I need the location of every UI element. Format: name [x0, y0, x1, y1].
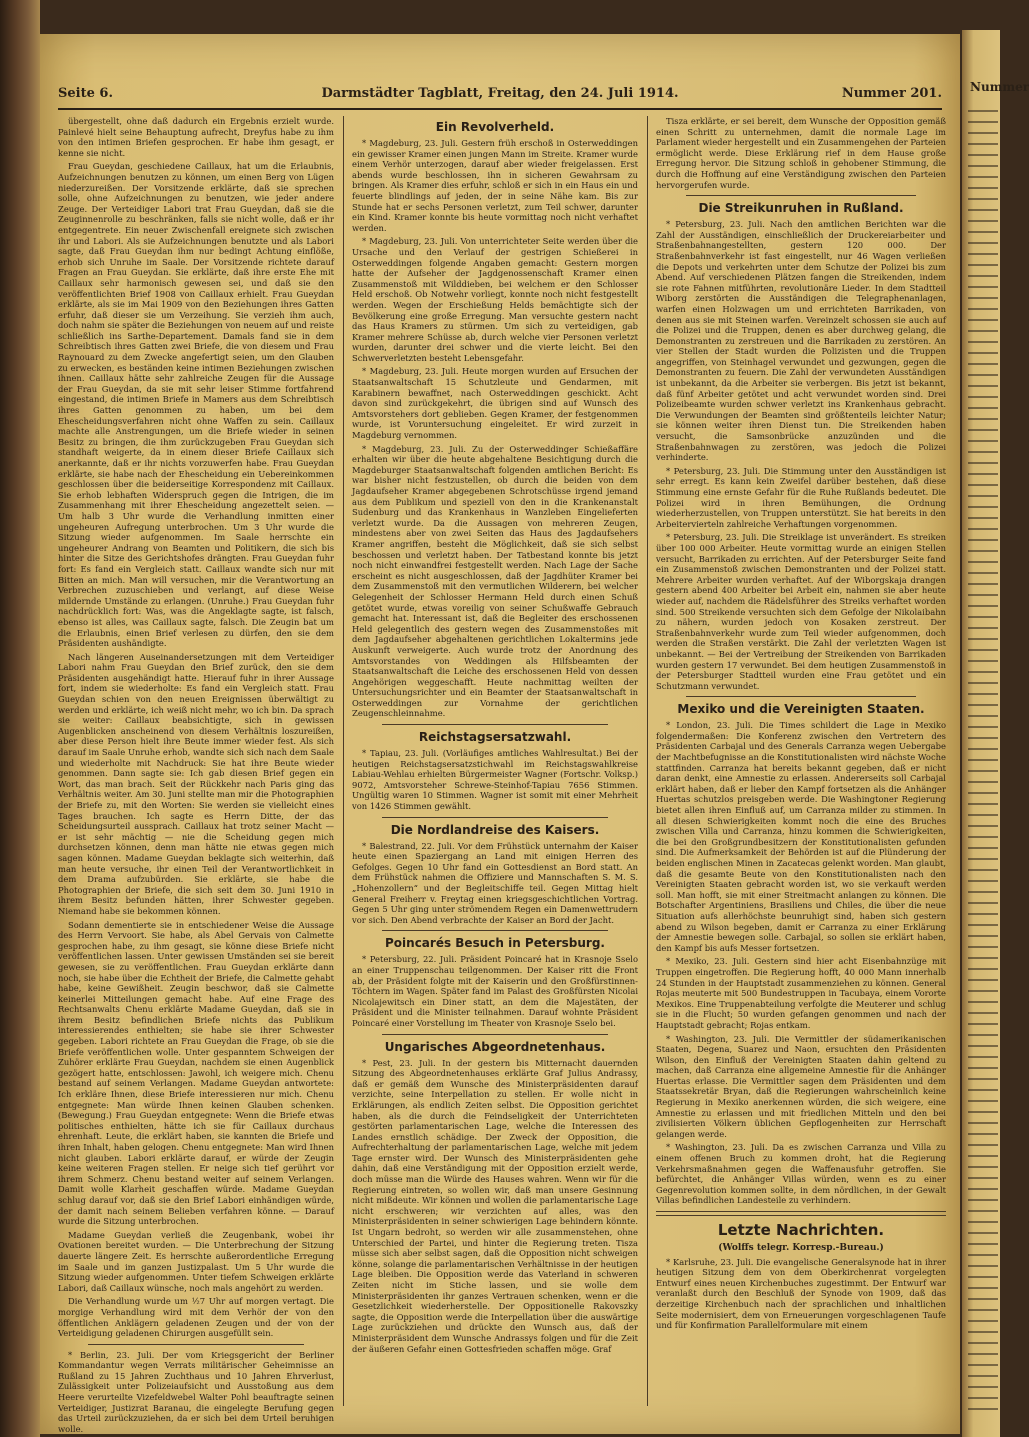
page-header	[58, 86, 942, 110]
paragraph: * Washington, 23. Juli. Da es zwischen Carranza und Villa zu einem offenen Bruch zu kommen droht, hat die Regierung Verkehrsmaßnahmen gegen die Waffenausfuhr getroffen. Sie befürchtet, die Anhänger Villas würden, wenn es zu einer Gegenrevolution kommen sollte, in dem nördlichen, in der Gewalt Villas befindlichen Landesteile zu verhindern.	[656, 1142, 946, 1206]
article-separator	[686, 195, 916, 196]
column-3	[656, 116, 946, 1406]
paragraph: übergestellt, ohne daß dadurch ein Ergebnis erzielt wurde. Painlevé hielt seine Behauptung aufrecht, Dreyfus habe zu ihm von den intimen Briefen gesprochen. Er habe ihm gesagt, er kenne sie nicht.	[58, 116, 334, 158]
column-rule	[647, 116, 648, 1406]
section-separator	[656, 1211, 946, 1216]
page-number-label: Seite 6.	[58, 86, 113, 101]
article-separator	[88, 1344, 304, 1345]
article-separator	[686, 696, 916, 697]
paragraph: * London, 23. Juli. Die Times schildert die Lage in Mexiko folgendermaßen: Die Konferenz zwischen den Vertretern des Präsidenten Carbajal und des Generals Carranza wegen Uebergabe der Machtbefugnisse an die Konstitutionalisten wird nächste Woche stattfinden. Carranza hat bereits bekannt gegeben, daß er nicht daran denkt, eine Amnestie zu erlassen. Andererseits soll Carbajal erklärt haben, daß er lieber den Kampf fortsetzen als die Anhänger Huertas schutzlos preisgeben werde. Die Washingtoner Regierung bietet allen ihren Einfluß auf, um Carranza milder zu stimmen. In all diesen Schwierigkeiten kommt noch die eine des Bruches zwischen Villa und Carranza, hinzu kommen die Schwierigkeiten, die bei den Großgrundbesitzern der Konstitutionalisten gefunden sind. Die Aufmerksamkeit der Behörden ist auf die Plünderung der beiden englischen Minen in Zacatecas gelenkt worden. Man glaubt, daß die gesamte Beute von den Konstitutionalisten nach den Vereinigten Staaten gebracht worden ist, wo sie verkauft werden soll. Man hofft, sie mit einer Streitmacht anlangen zu können. Die Botschafter Argentiniens, Brasiliens und Chiles, die über die neue Situation aufs allerhöchste beunruhigt sind, haben sich gestern abend zu Wilson begeben, damit er Carranza zu einer Erklärung der Amnestie bewegen solle. Carbajal, so sollen sie erklärt haben, den Kampf bis aufs Messer fortsetzen.	[656, 720, 946, 953]
column-2	[352, 116, 638, 1406]
adjacent-page-text-lines	[968, 110, 998, 1410]
paragraph: Sodann dementierte sie in entschiedener Weise die Aussage des Herrn Vervoort. Sie habe, als Abel Gervais von Calmette gesprochen habe, zu ihm gesagt, sie könne diese Briefe nicht veröffentlichen lassen. Unter gewissen Umständen sei sie bereit gewesen, sie zu veröffentlichen. Frau Gueydan erklärte dann noch, sie habe über die Echtheit der Briefe, die Calmette gehabt habe, keine Gewißheit. Zeugin beschwor, daß sie Calmette keinerlei Mitteilungen gemacht habe. Auf eine Frage des Rechtsanwalts Chenu erklärte Madame Gueydan, daß sie in ihrem Besitz befindlichen Briefe nichts das Publikum interessierendes enthielten; sie habe sie ihrer Schwester gegeben. Labori richtete an Frau Gueydan die Frage, ob sie die Briefe veröffentlichen wolle. Unter gespanntem Schweigen der Zuhörer erklärte Frau Gueydan, nachdem sie einen Augenblick gezögert hatte, entschlossen: Jawohl, ich weigere mich. Chenu bestand auf seinem Verlangen. Madame Gueydan antwortete: Ich erkläre Ihnen, diese Briefe interessieren nur mich. Chenu entgegnete: Man würde Ihnen keinen Glauben schenken. (Bewegung.) Frau Gueydan entgegnete: Wenn die Briefe etwas politisches enthielten, hätte ich sie für Caillaux durchaus ehrenhaft. Leute, die erklärt haben, sie kannten die Briefe und ihren Inhalt, haben gelogen. Chenu entgegnete: Man wird Ihnen nicht glauben. Labori erklärte darauf, er würde der Zeugin keine weiteren Fragen stellen. Er neige sich tief gerührt vor ihrem Schmerz. Chenu bestand weiter auf seinem Verlangen. Damit wolle Klarheit geschaffen würde. Madame Gueydan schlug darauf vor, daß sie den Brief Labori einhändigen würde, der damit nach seinem Belieben verfahren könne. — Darauf wurde die Sitzung unterbrochen.	[58, 919, 334, 1227]
paragraph: * Petersburg, 22. Juli. Präsident Poincaré hat in Krasnoje Sselo an einer Truppenschau teilgenommen. Der Kaiser ritt die Front ab, der Präsident folgte mit der Kaiserin und den Großfürstinnen-Töchtern im Wagen. Später fand im Palast des Großfürsten Nicolai Nicolajewitsch ein Diner statt, an dem die Majestäten, der Präsident und die Minister teilnahmen. Darauf wohnte Präsident Poincaré einer Vorstellung im Theater von Krasnoje Sselo bei.	[352, 954, 638, 1028]
paragraph: Die Verhandlung wurde um ½7 Uhr auf morgen vertagt. Die morgige Verhandlung wird mit dem Verhör der von den öffentlichen Anklägern geladenen Zeugen und der von der Verteidigung geladenen Chirurgen ausgefüllt sein.	[58, 1296, 334, 1339]
adjacent-page-edge	[962, 30, 1029, 1437]
article-separator	[382, 1034, 608, 1035]
article-separator	[382, 817, 608, 818]
article-headline: Ungarisches Abgeordnetenhaus.	[384, 1039, 606, 1054]
article-headline: Reichstagsersatzwahl.	[418, 730, 572, 745]
masthead: Darmstädter Tagblatt, Freitag, den 24. Juli 1914.	[321, 86, 679, 101]
section-headline: Letzte Nachrichten.	[717, 1221, 885, 1239]
paragraph: * Magdeburg, 23. Juli. Gestern früh erschoß in Osterweddingen ein gewisser Kramer einen jungen Mann im Streite. Kramer wurde einem Verhör unterzogen, darauf aber wieder freigelassen. Erst abends wurde beschlossen, ihn in sicheren Gewahrsam zu bringen. Als Kramer dies erfuhr, schloß er sich in ein Haus ein und feuerte blindlings auf jeden, der in seine Nähe kam. Bis zur Stunde hat er sechs Personen verletzt, zum Teil schwer, darunter ein Kind. Kramer konnte bis heute vormittag noch nicht verhaftet werden.	[352, 138, 638, 233]
adjacent-page-header: Nummer	[970, 80, 1029, 94]
newspaper-page	[40, 34, 960, 1434]
paragraph: * Petersburg, 23. Juli. Die Streiklage ist unverändert. Es streiken über 100 000 Arbeiter. Heute vormittag wurde an einigen Stellen versucht, Barrikaden zu errichten. Auf der Petersburger Seite fand ein Zusammenstoß zwischen Demonstranten und der Polizei statt. Mehrere Arbeiter wurden verhaftet. Auf der Wiborgskaja drangen gestern abend 400 Arbeiter bei Arbeit ein, nahmen sie aber heute wieder auf, nachdem die Rädelsführer des Streiks verhaftet worden sind. 500 Streikende versuchten sich dem Gefolge der Nikolaibahn zu nähern, wurden jedoch von Kosaken zerstreut. Der Straßenbahnverkehr wurde zum Teil wieder aufgenommen, doch werden die Straßen verstärkt. Die Zahl der verletzten Wagen ist unbekannt. — Bei der Vertreibung der Streikenden von Barrikaden wurden gestern 17 verwundet. Bei dem heutigen Zusammenstoß in der Petersburger Stadtteil wurden eine Frau getötet und ein Schutzmann verwundet.	[656, 532, 946, 691]
paragraph: * Petersburg, 23. Juli. Die Stimmung unter den Ausständigen ist sehr erregt. Es kann kein Zweifel darüber bestehen, daß diese Stimmung eine ernste Gefahr für die Ruhe Rußlands bedeutet. Die Polizei wird in ihren Bemühungen, die Ordnung wiederherzustellen, von Truppen unterstützt. Sie hat bereits in den Arbeitervierteln zahlreiche Verhaftungen vorgenommen.	[656, 465, 946, 529]
article-headline: Ein Revolverheld.	[435, 120, 555, 134]
paragraph: Tisza erklärte, er sei bereit, dem Wunsche der Opposition gemäß einen Schritt zu unternehmen, damit die normale Lage im Parlament wieder hergestellt und ein Zusammengehen der Parteien ermöglicht werde. Diese Erklärung rief in dem Hause große Erregung hervor. Die Sitzung schloß in gehobener Stimmung, die durch die Hoffnung auf eine Verständigung zwischen den Parteien hervorgerufen wurde.	[656, 116, 946, 190]
column-1	[58, 116, 334, 1434]
column-rule	[343, 116, 344, 1406]
paragraph: * Berlin, 23. Juli. Der vom Kriegsgericht der Berliner Kommandantur wegen Verrats militärischer Geheimnisse an Rußland zu 15 Jahren Zuchthaus und 10 Jahren Ehrverlust, Zulässigkeit unter Polizeiaufsicht und Ausstoßung aus dem Heere verurteilte Vizefeldwebel Walter Pohl beauftragte seinen Verteidiger, Justizrat Baranau, die eingelegte Berufung gegen das Urteil zurückzuziehen, da er sich bei dem Urteil beruhigen wolle.	[58, 1349, 334, 1434]
article-headline: Poincarés Besuch in Petersburg.	[385, 936, 605, 951]
paragraph: * Washington, 23. Juli. Die Vermittler der südamerikanischen Staaten, Degena, Suarez und Naon, ersuchten den Präsidenten Wilson, den Einfluß der Vereinigten Staaten dahin geltend zu machen, daß Carranza eine allgemeine Amnestie für die Anhänger Huertas erlasse. Die Vermittler sagen dem Präsidenten und dem Staatssekretär Bryan, daß die Regierungen wahrscheinlich keine Regierung in Mexiko anerkennen würden, die sich weigere, eine Amnestie zu erlassen und mit friedlichen Mitteln und den bei zivilisierten Völkern üblichen Gepflogenheiten zur Herrschaft gelangen werde.	[656, 1033, 946, 1139]
article-headline: Die Streikunruhen in Rußland.	[698, 201, 904, 216]
paragraph: * Karlsruhe, 23. Juli. Die evangelische Generalsynode hat in ihrer heutigen Sitzung dem von dem Oberkirchenrat vorgelegten Entwurf eines neuen Kirchenbuches zugestimmt. Der Entwurf war veranlaßt durch den Beschluß der Synode von 1909, daß das derzeitige Kirchenbuch nach der sprachlichen und inhaltlichen Seite modernisiert, dem von Erneuerungen vorgeschlagenen Taufe und für Konfirmation Parallelformulare mit einem	[656, 1256, 946, 1331]
issue-number-label: Nummer 201.	[841, 86, 942, 101]
paragraph: * Magdeburg, 23. Juli. Heute morgen wurden auf Ersuchen der Staatsanwaltschaft 15 Schutzleute und Gendarmen, mit Karabinern bewaffnet, nach Osterweddingen geschickt. Acht davon sind zurückgekehrt, die übrigen sind auf Wunsch des Amtsvorstehers dort geblieben. Gegen Kramer, der festgenommen wurde, ist Voruntersuchung eingeleitet. Er wird zurzeit in Magdeburg vernommen.	[352, 366, 638, 441]
paragraph: * Petersburg, 23. Juli. Nach den amtlichen Berichten war die Zahl der Ausständigen, einschließlich der Druckereiarbeiter und Straßenbahnangestellten, gestern 120 000. Der Straßenbahnverkehr ist fast eingestellt, nur 46 Wagen verließen die Depots und verkehrten unter dem Schutze der Polizei bis zum Abend. Auf verschiedenen Plätzen fangen die Streikenden, indem sie rote Fahnen mitführten, revolutionäre Lieder. In dem Stadtteil Wiborg zerstörten die Ausständigen die Telegraphenanlagen, warfen einen Holzwagen um und errichteten Barrikaden, von denen aus sie mit Steinen warfen. Vereinzelt schossen sie auch auf die Polizei und die Truppen, denen es aber durchweg gelang, die Demonstranten zu zerstreuen und die Barrikaden zu zerstören. An vier Stellen der Stadt wurden die Polizisten und die Truppen angegriffen, von Steinhagel verwundet und gezwungen, gegen die Demonstranten zu feuern. Die Zahl der verwundeten Ausständigen ist unbekannt, da die Arbeiter sie verbergen. Bis jetzt ist bekannt, daß fünf Arbeiter getötet und acht verwundet worden sind. Drei Polizeibeamte wurden schwer verletzt ins Krankenhaus gebracht. Die Verwundungen der Beamten sind größtenteils leichter Natur; sie können weiter ihren Dienst tun. Die Streikenden haben versucht, die Samsonbrücke anzuzünden und die Straßenbahnwagen zu zerstören, was jedoch die Polizei verhinderte.	[656, 219, 946, 463]
paragraph: * Balestrand, 22. Juli. Vor dem Frühstück unternahm der Kaiser heute einen Spaziergang an Land mit einigen Herren des Gefolges. Gegen 10 Uhr fand ein Gottesdienst an Bord statt. An dem Frühstück nahmen die Offiziere und Mannschaften S. M. S. „Hohenzollern“ und der Begleitschiffe teil. Gegen Mittag hielt General Freiherr v. Freytag einen kriegsgeschichtlichen Vortrag. Gegen 5 Uhr ging unter strömendem Regen ein Damenwettrudern vor sich. Den Abend verbrachte der Kaiser an Bord der Jacht.	[352, 840, 638, 925]
paragraph: * Mexiko, 23. Juli. Gestern sind hier acht Eisenbahnzüge mit Truppen eingetroffen. Die Regierung hofft, 40 000 Mann innerhalb 24 Stunden in der Hauptstadt zusammenziehen zu können. General Rojas meuterte mit 500 Bundestruppen in Tacubaya, einem Vororte Mexikos. Eine Truppenabteilung verfolgte die Meuterer und schlug sie in die Flucht; 50 wurden gefangen genommen und nach der Hauptstadt gebracht; Rojas entkam.	[656, 956, 946, 1030]
article-separator	[382, 930, 608, 931]
article-headline: Die Nordlandreise des Kaisers.	[390, 822, 600, 837]
paragraph: Madame Gueydan verließ die Zeugenbank, wobei ihr Ovationen bereitet wurden. — Die Unterbrechung der Sitzung dauerte längere Zeit. Es herrschte außerordentliche Erregung im Saale und im ganzen Justizpalast. Um 5 Uhr wurde die Sitzung wieder aufgenommen. Unter tiefem Schweigen erklärte Labori, daß Caillaux wünsche, noch mals angehört zu werden.	[58, 1229, 334, 1293]
paragraph: * Magdeburg, 23. Juli. Von unterrichteter Seite werden über die Ursache und den Verlauf der gestrigen Schießerei in Osterweddingen folgende Angaben gemacht: Gestern morgen hatte der Aufseher der Jagdgenossenschaft Kramer einen Zusammenstoß mit Wilddieben, bei welchem er den Schlosser Held erschoß. Ob Notwehr vorliegt, konnte noch nicht festgestellt werden. Wegen der Erschießung Helds bemächtigte sich der Bevölkerung eine große Erregung. Man versuchte gestern nacht das Haus Kramers zu stürmen. Um sich zu verteidigen, gab Kramer mehrere Schüsse ab, durch welche vier Personen verletzt wurden, darunter drei schwer und die vierte leicht. Bei den Schwerverletzten besteht Lebensgefahr.	[352, 236, 638, 363]
paragraph: * Tapiau, 23. Juli. (Vorläufiges amtliches Wahlresultat.) Bei der heutigen Reichstagsersatzstichwahl im Reichstagswahlkreise Labiau-Wehlau erhielten Bürgermeister Wagner (Fortschr. Volksp.) 9072, Amtsvorsteher Schrewe-Steinhof-Tapiau 7656 Stimmen. Ungültig waren 10 Stimmen. Wagner ist somit mit einer Mehrheit von 1426 Stimmen gewählt.	[352, 748, 638, 812]
section-subtitle: (Wolffs telegr. Korresp.-Bureau.)	[718, 1243, 884, 1253]
paragraph: * Magdeburg, 23. Juli. Zu der Osterweddinger Schießaffäre erhalten wir über die heute abgehaltene Besichtigung durch die Magdeburger Staatsanwaltschaft folgenden amtlichen Bericht: Es war bisher nicht festzustellen, ob durch die beiden von dem Jagdaufseher Kramer abgegebenen Schrotschüsse irgend jemand aus dem Publikum und speziell von den in die Krankenanstalt Sudenburg und das Krankenhaus in Wanzleben Eingelieferten verletzt wurde. Da die Aussagen von mehreren Zeugen, mindestens aber von zwei Seiten das Haus des Jagdaufsehers Kramer angriffen, besteht die Möglichkeit, daß sie sich selbst beschossen und verletzt haben. Der Tatbestand konnte bis jetzt noch nicht einwandfrei festgestellt werden. Nach Lage der Sache erscheint es nicht ausgeschlossen, daß der Jagdhüter Kramer bei dem Zusammenstoß mit den vermutlichen Wilderern, bei welcher Gelegenheit der Schlosser Hermann Held durch einen Schuß getötet wurde, etwas voreilig von seiner Schußwaffe Gebrauch gemacht hat. Interessant ist, daß die Begleiter des erschossenen Held gelegentlich des gestern wegen des Zusammenstoßes mit dem Jagdaufseher abgehaltenen gerichtlichen Lokaltermins jede Auskunft verweigerte. Auch wurde trotz der Anordnung des Amtsvorstandes von Weddingen als Hilfsbeamten der Staatsanwaltschaft die Leiche des erschossenen Held von dessen Angehörigen weggeschafft. Heute nachmittag weilten der Untersuchungsrichter und ein Beamter der Staatsanwaltschaft in Osterweddingen zur Vornahme der gerichtlichen Zeugenschleinnahme.	[352, 443, 638, 719]
article-headline: Mexiko und die Vereinigten Staaten.	[677, 702, 925, 717]
paragraph: * Pest, 23. Juli. In der gestern bis Mitternacht dauernden Sitzung des Abgeordnetenhauses erklärte Graf Julius Andrassy, daß er gemäß dem Wunsche des Ministerpräsidenten darauf verzichte, seine Interpellation zu stellen. Er wolle nicht in Erklärungen, als endlich Zeiten selbst. Die Opposition gerichtet haben, als die durch die Feindseligkeit der Unterrichteten gestörten parlamentarischen Lage, welche die Interessen des Landes ernstlich schädige. Der Zweck der Opposition, die Aufrechterhaltung der parlamentarischen Lage, welche mit jedem Tage ernster wird. Der Wunsch des Ministerpräsidenten gehe dahin, daß eine Verständigung mit der Opposition erzielt werde, doch müsse man die Würde des Hauses wahren. Wenn wir für die Regierung eintreten, so wollen wir, daß man unsere Gesinnung nicht mißdeute. Wir können und wollen die parlamentarische Lage nicht erschweren; wir verzichten auf alles, was den Ministerpräsidenten in seiner schwierigen Lage behindern könnte. Ist Ungarn bedroht, so werden wir alle zusammenstehen, ohne Unterschied der Partei, und hinter die Regierung treten. Tisza müsse sich aber selbst sagen, daß die Opposition nicht schweigen könne, solange die parlamentarischen Verhältnisse in der heutigen Lage bleiben. Die Opposition werde das Vaterland in schweren Zeiten nicht im Stiche lassen, und sie wolle dem Ministerpräsidenten ihr ganzes Vertrauen schenken, wenn er die Gesetzlichkeit wiederherstelle. Der Oppositionelle Rakovszky sagte, die Opposition werde die Interpellation über die auswärtige Lage zurückziehen und drückte den Wunsch aus, daß der Ministerpräsident dem Wunsche Andrassys folgen und für die Zeit der äußeren Gefahr einen Gottesfrieden schaffen möge. Graf	[352, 1057, 638, 1354]
book-binding	[0, 0, 40, 1437]
paragraph: Nach längeren Auseinandersetzungen mit dem Verteidiger Labori nahm Frau Gueydan den Brief zurück, den sie dem Präsidenten ausgehändigt hatte. Hierauf fuhr in ihrer Aussage fort, indem sie wiederholte: Es fand ein Vergleich statt. Frau Gueydan schien von den neuen Ereignissen überwältigt zu werden und erklärte, ich weiß nicht mehr, wo ich bin. Da sprach sie weiter: Caillaux beabsichtigte, sich in gewissen Augenblicken anscheinend von diesem Verhältnis loszureißen, aber diese Person hielt ihre Beute immer wieder fest. Als sich darauf im Saale Unruhe erhob, wandte sich sich nach dem Saale und wiederholte mit Nachdruck: Sie hat ihre Beute wieder genommen. Dann sagte sie: Ich gab diesen Brief gegen ein Wort, das man brach. Seit der Rückkehr nach Paris ging das Verhältnis weiter. Am 30. Juni stellte man mir die Photographien der Briefe zu, mit den Worten: Sie werden sie vielleicht eines Tages brauchen. Ich sagte es Herrn Ditte, der das Scheidungsurteil aussprach. Caillaux hat trotz seiner Macht — er ist sehr mächtig — nie die Scheidung gegen mich durchsetzen können, denn man hätte nie etwas gegen mich sagen können. Madame Gueydan beklagte sich weiterhin, daß man heute versuche, ihr einen Teil der Verantwortlichkeit in dem Drama aufzubürden. Sie erklärte, sie habe die Photographien der Briefe, die sich seit dem 30. Juni 1910 in ihrem Besitz befunden hätten, ihrer Schwester gegeben. Niemand habe sie bekommen können.	[58, 651, 334, 916]
article-separator	[382, 724, 608, 725]
paragraph: Frau Gueydan, geschiedene Caillaux, hat um die Erlaubnis, Aufzeichnungen benutzen zu können, um einen Berg von Lügen niederzureißen. Der Vorsitzende erklärte, daß sie sprechen solle, ohne Aufzeichnungen zu benutzen, wie jeder andere Zeuge. Der Verteidiger Labori trat Frau Gueydan, daß sie die Zeuginnenrolle zu beschränken, falls sie nicht wolle, daß er ihr entgegentrete. Ein neuer Zwischenfall ereignete sich zwischen ihr und Labori. Als sie Aufzeichnungen benutzte und als Labori sagte, daß Frau Gueydan ihm nur bedingt Achtung einflöße, erhob sich Unruhe im Saale. Der Vorsitzende richtete darauf Fragen an Frau Gueydan. Sie erklärte, daß ihre erste Ehe mit Caillaux sehr harmonisch gewesen sei, und daß sie den veröffentlichten Brief 1908 von Caillaux erhielt. Frau Gueydan erklärte, als sie im Mai 1909 von den Beziehungen ihres Gatten erfuhr, daß dieser sie um Verzeihung. Sie verzieh ihm auch, doch nahm sie später die Beziehungen von neuem auf und reiste schließlich ins Sarthe-Departement. Damals fand sie in dem Schreibtisch ihres Gatten zwei Briefe, die von diesem und Frau Raynouard zu dem Zwecke angefertigt seien, um den Glauben zu erwecken, es beständen keine intimen Beziehungen zwischen ihnen. Caillaux hätte sehr zahlreiche Zeugen für die Aussage der Frau Gueydan, da sie mit sehr leiser Stimme fortfahrend eingestand, die intimen Briefe in Mamers aus dem Schreibtisch ihres Gatten genommen zu haben, um bei dem Ehescheidungsverfahren nicht ohne Waffen zu sein. Caillaux machte alle Anstrengungen, um die Briefe wieder in seinen Besitz zu bringen, die ihm zurückzugeben Frau Gueydan sich standhaft weigerte, da in einem dieser Briefe Caillaux sich anerkannte, daß er ihr nichts vorzuwerfen habe. Frau Gueydan erklärte, sie habe nach der Ehescheidung ein Uebereinkommen geschlossen über die beiderseitige Korrespondenz mit Caillaux. Sie erhob lebhaften Widerspruch gegen die Intrigen, die im Zusammenhang mit ihrer Ehescheidung angezettelt seien. — Um halb 3 Uhr wurde die Verhandlung inmitten einer ungeheuren Aufregung unterbrochen. Um 3 Uhr wurde die Sitzung wieder aufgenommen. Im Saale herrschte ein ungeheurer Andrang von Beamten und Politikern, die sich bis hinter die Sitze des Gerichtshofes drängten. Frau Gueydan fuhr fort: Es fand ein Vergleich statt. Caillaux wandte sich nur mit Bitten an mich. Man will versuchen, mir die Verantwortung an Verbrechen zuzuschieben und verlangt, auf diese Weise mildernde Umstände zu erlangen. (Unruhe.) Frau Gueydan fuhr nachdrücklich fort: Was, was die Angeklagte sagte, ist falsch, ebenso ist alles, was Caillaux sagte, falsch. Die Zeugin bat um die Erlaubnis, einen Brief verlesen zu dürfen, den sie dem Präsidenten aushändigte.	[58, 161, 334, 649]
